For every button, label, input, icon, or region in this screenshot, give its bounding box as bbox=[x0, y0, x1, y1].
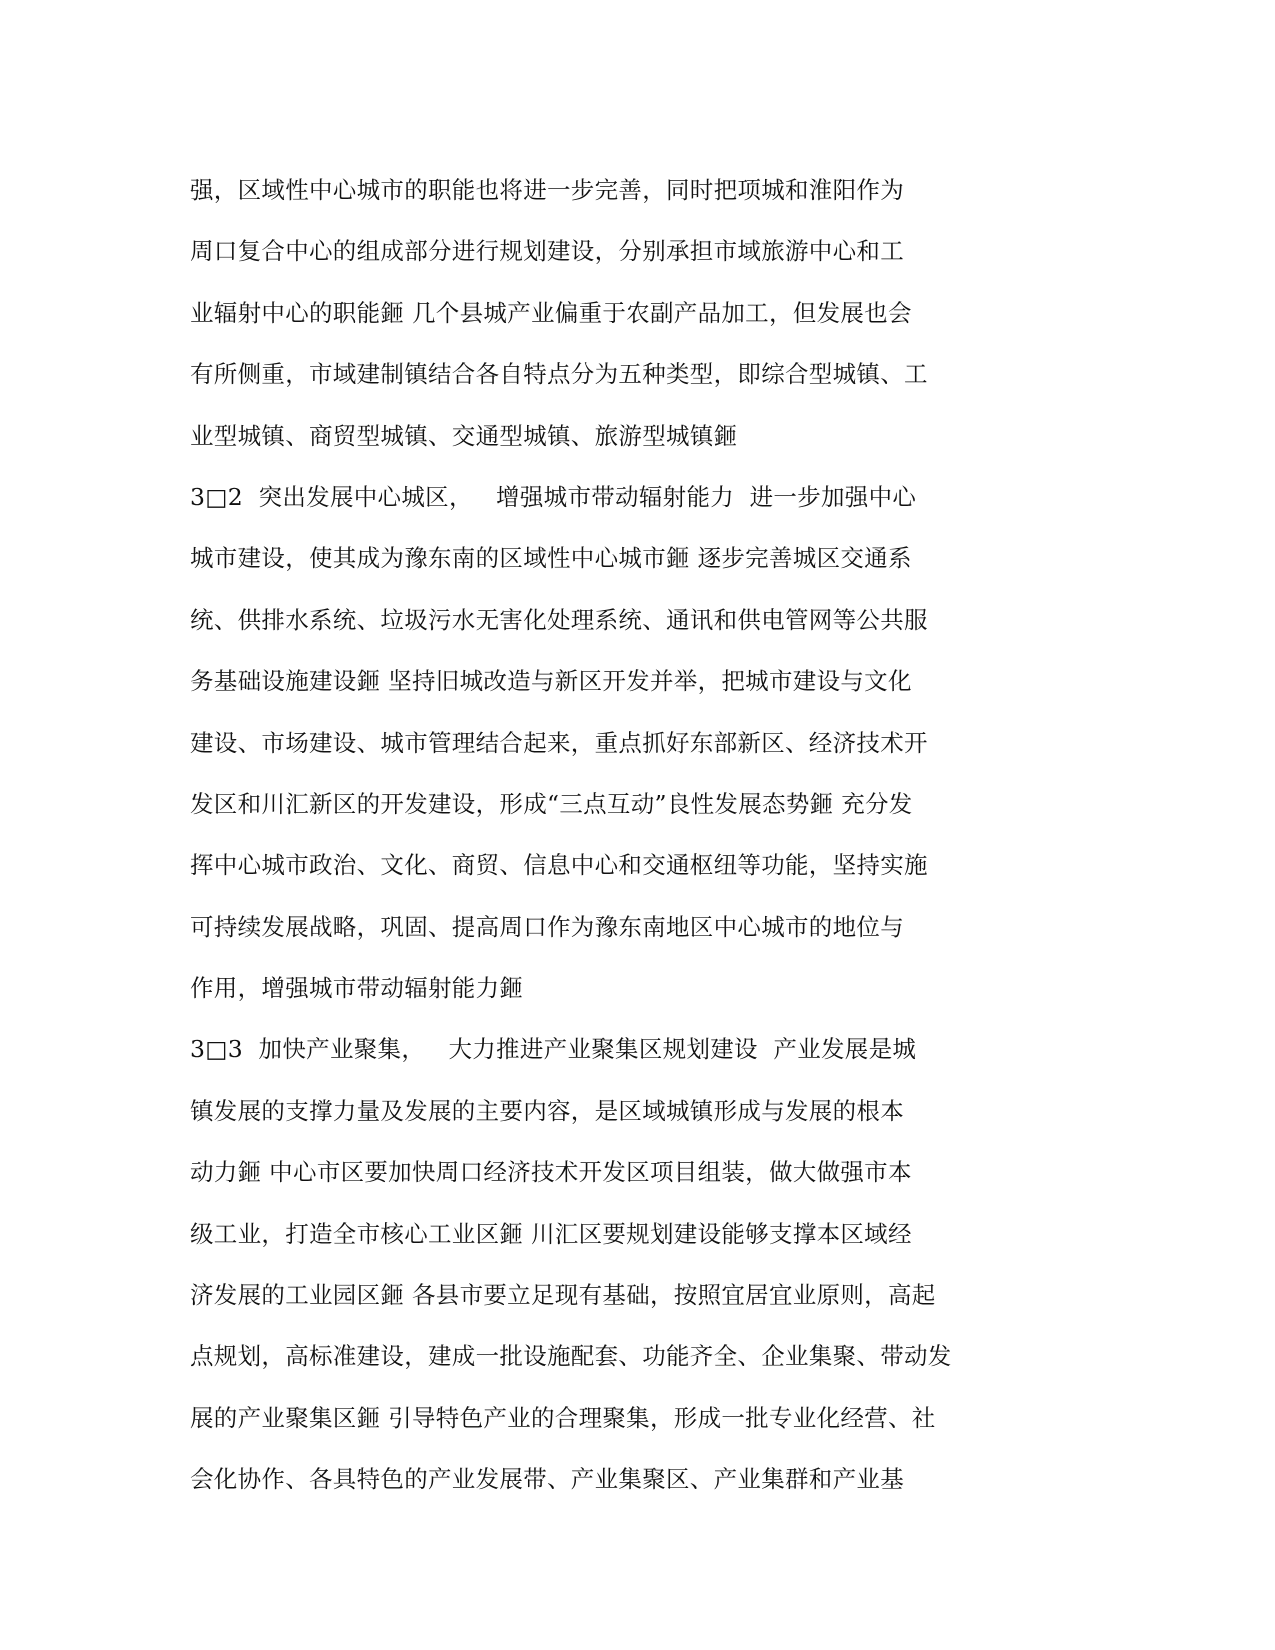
text-line: 点规划，高标准建设，建成一批设施配套、功能齐全、企业集聚、带动发 bbox=[190, 1342, 952, 1371]
text-line: 级工业，打造全市核心工业区鉔 川汇区要规划建设能够支撑本区域经 bbox=[190, 1219, 912, 1248]
text-line: 务基础设施建设鉔 坚持旧城改造与新区开发并举，把城市建设与文化 bbox=[190, 667, 912, 696]
body-text bbox=[190, 172, 1010, 1523]
text-line: 作用，增强城市带动辐射能力鉔 bbox=[190, 974, 524, 1003]
text-line: 挥中心城市政治、文化、商贸、信息中心和交通枢纽等功能，坚持实施 bbox=[190, 851, 928, 880]
text-line: 有所侧重，市域建制镇结合各自特点分为五种类型，即综合型城镇、工 bbox=[190, 360, 928, 389]
text-line: 镇发展的支撑力量及发展的主要内容，是区域城镇形成与发展的根本 bbox=[190, 1096, 904, 1125]
text-line: 周口复合中心的组成部分进行规划建设，分别承担市域旅游中心和工 bbox=[190, 237, 904, 266]
text-line: 动力鉔 中心市区要加快周口经济技术开发区项目组装，做大做强市本 bbox=[190, 1158, 912, 1187]
text-line: 业辐射中心的职能鉔 几个县城产业偏重于农副产品加工，但发展也会 bbox=[190, 298, 912, 327]
text-line: 展的产业聚集区鉔 引导特色产业的合理聚集，形成一批专业化经营、社 bbox=[190, 1403, 936, 1432]
text-line: 城市建设，使其成为豫东南的区域性中心城市鉔 逐步完善城区交通系 bbox=[190, 544, 912, 573]
text-line: 发区和川汇新区的开发建设，形成“三点互动”良性发展态势鉔 充分发 bbox=[190, 789, 913, 818]
section-heading-3-3: 3□3 加快产业聚集， 大力推进产业聚集区规划建设 产业发展是城 bbox=[190, 1035, 917, 1064]
text-line: 建设、市场建设、城市管理结合起来，重点抓好东部新区、经济技术开 bbox=[190, 728, 928, 757]
text-line: 业型城镇、商贸型城镇、交通型城镇、旅游型城镇鉔 bbox=[190, 421, 738, 450]
text-line: 会化协作、各具特色的产业发展带、产业集聚区、产业集群和产业基 bbox=[190, 1465, 904, 1494]
text-line: 统、供排水系统、垃圾污水无害化处理系统、通讯和供电管网等公共服 bbox=[190, 605, 928, 634]
text-line: 济发展的工业园区鉔 各县市要立足现有基础，按照宜居宜业原则，高起 bbox=[190, 1281, 936, 1310]
section-heading-3-2: 3□2 突出发展中心城区， 增强城市带动辐射能力 进一步加强中心 bbox=[190, 482, 917, 511]
text-line: 强，区域性中心城市的职能也将进一步完善，同时把项城和淮阳作为 bbox=[190, 176, 904, 204]
text-line: 可持续发展战略，巩固、提高周口作为豫东南地区中心城市的地位与 bbox=[190, 912, 904, 941]
